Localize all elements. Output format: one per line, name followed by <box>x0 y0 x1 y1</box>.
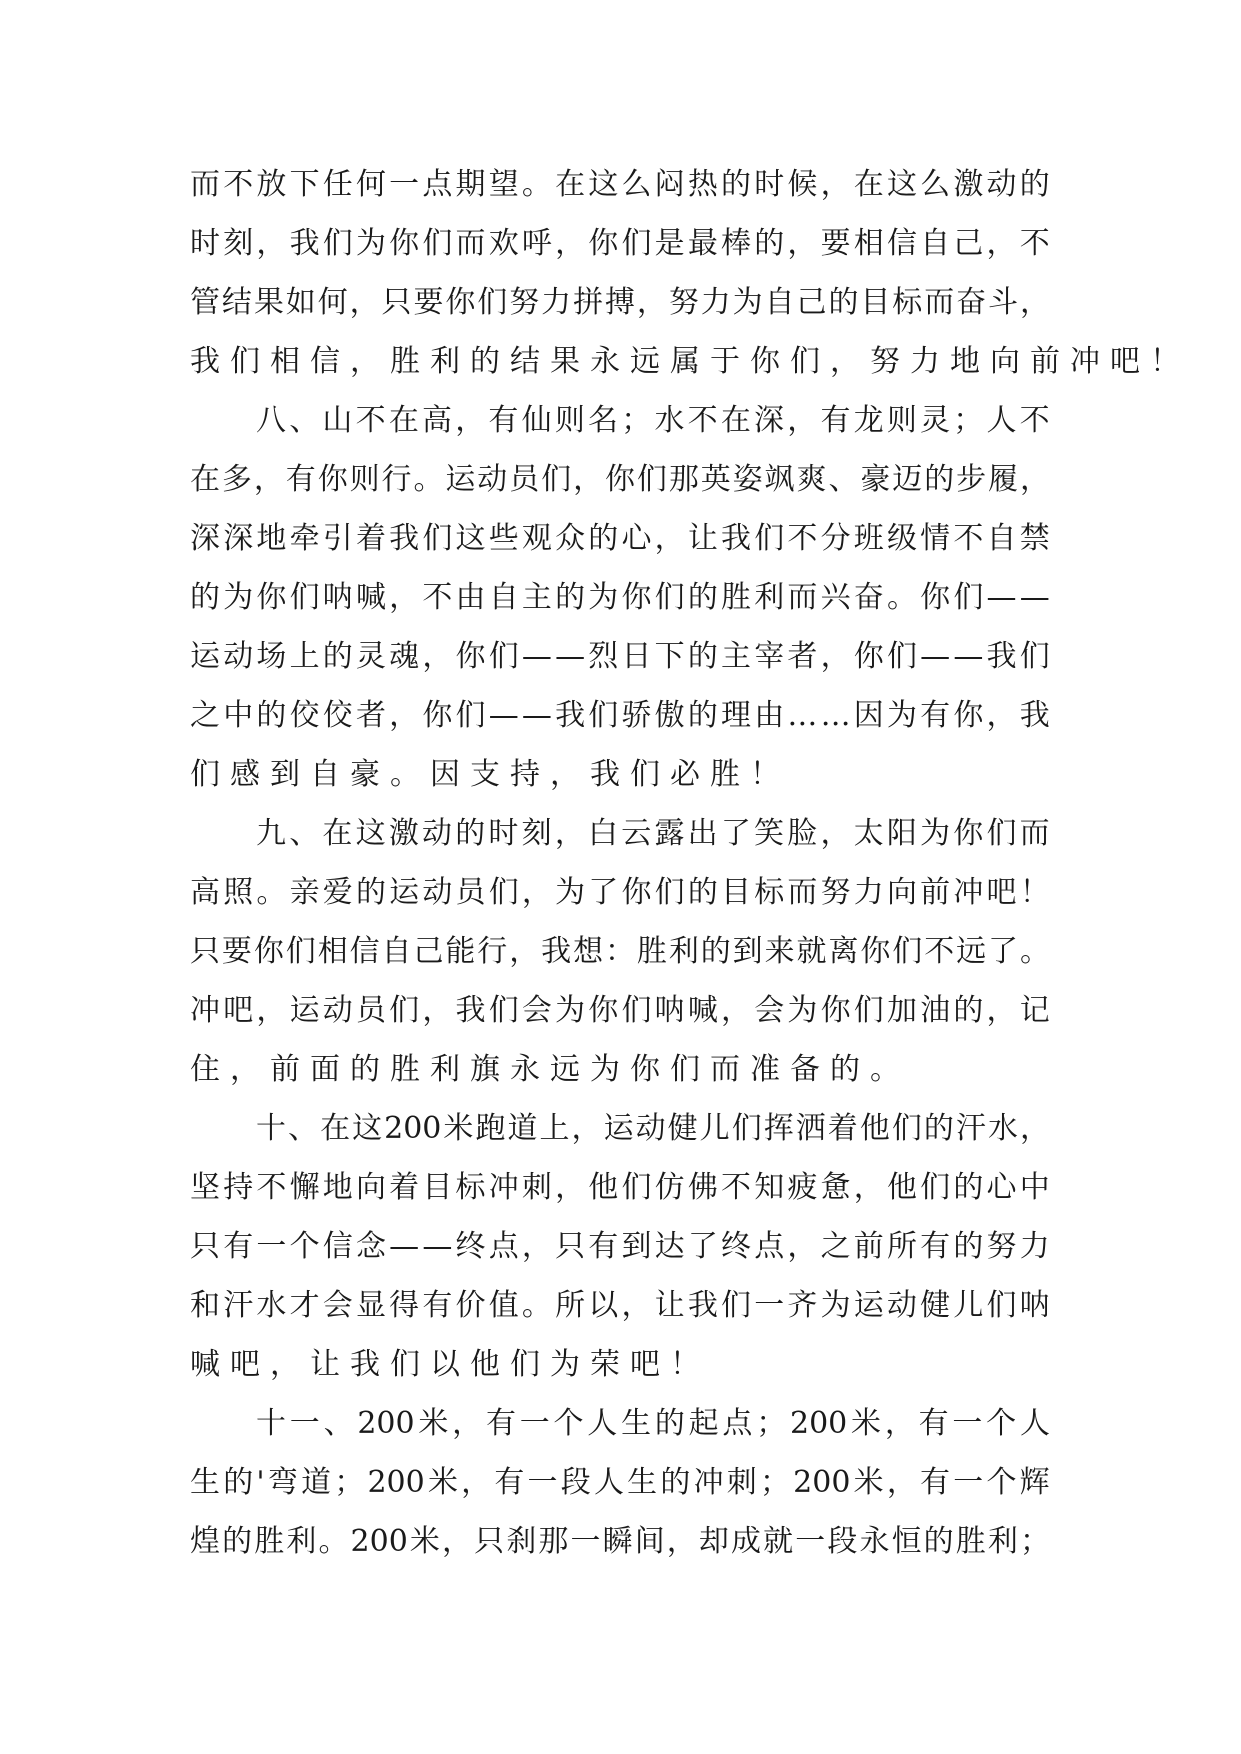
document-body <box>190 155 1190 1571</box>
text-line: 住，前面的胜利旗永远为你们而准备的。 <box>190 1052 910 1087</box>
text-line: 和 汗 水 才 会 显 得 有 价 值 。 所 以 ， 让 我 们 一 齐 为 运 动 健 儿 们 呐 <box>190 1288 1050 1323</box>
text-line: 在 多 ， 有 你 则 行 。 运 动 员 们 ， 你 们 那 英 姿 飒 爽 、 豪 迈 的 步 履 ， <box>190 462 1050 497</box>
text-line: 之 中 的 佼 佼 者 ， 你 们 — — 我 们 骄 傲 的 理 由 … … 因 为 有 你 ， 我 <box>190 698 1050 733</box>
text-line: 管 结 果 如 何 ， 只 要 你 们 努 力 拼 搏 ， 努 力 为 自 己 的 目 标 而 奋 斗 ， <box>190 285 1050 320</box>
text-line: 我们相信，胜利的结果永远属于你们，努力地向前冲吧！ <box>190 344 1190 379</box>
text-line: 深 深 地 牵 引 着 我 们 这 些 观 众 的 心 ， 让 我 们 不 分 班 级 情 不 自 禁 <box>190 521 1050 556</box>
text-line: 时 刻 ， 我 们 为 你 们 而 欢 呼 ， 你 们 是 最 棒 的 ， 要 相 信 自 己 ， 不 <box>190 226 1050 261</box>
text-line: 只 要 你 们 相 信 自 己 能 行 ， 我 想 ： 胜 利 的 到 来 就 离 你 们 不 远 了 。 <box>190 934 1050 969</box>
text-line: 坚 持 不 懈 地 向 着 目 标 冲 刺 ， 他 们 仿 佛 不 知 疲 惫 ， 他 们 的 心 中 <box>190 1170 1050 1205</box>
text-line: 高 照 。 亲 爱 的 运 动 员 们 ， 为 了 你 们 的 目 标 而 努 力 向 前 冲 吧 ！ <box>190 875 1050 910</box>
text-line: 只 有 一 个 信 念 — — 终 点 ， 只 有 到 达 了 终 点 ， 之 前 所 有 的 努 力 <box>190 1229 1050 1264</box>
text-line: 们感到自豪。因支持，我们必胜！ <box>190 757 790 792</box>
text-line: 八 、 山 不 在 高 ， 有 仙 则 名 ； 水 不 在 深 ， 有 龙 则 灵 ； 人 不 <box>256 403 1050 438</box>
text-line: 十 一 、 200 米 ， 有 一 个 人 生 的 起 点 ； 200 米 ， 有 一 个 人 <box>256 1406 1050 1441</box>
text-line: 而 不 放 下 任 何 一 点 期 望 。 在 这 么 闷 热 的 时 候 ， 在 这 么 激 动 的 <box>190 167 1050 202</box>
text-line: 九 、 在 这 激 动 的 时 刻 ， 白 云 露 出 了 笑 脸 ， 太 阳 为 你 们 而 <box>256 816 1050 851</box>
text-line: 冲 吧 ， 运 动 员 们 ， 我 们 会 为 你 们 呐 喊 ， 会 为 你 们 加 油 的 ， 记 <box>190 993 1050 1028</box>
text-line: 运 动 场 上 的 灵 魂 ， 你 们 — — 烈 日 下 的 主 宰 者 ， 你 们 — — 我 们 <box>190 639 1050 674</box>
text-line: 生 的 ' 弯 道 ； 200 米 ， 有 一 段 人 生 的 冲 刺 ； 200 米 ， 有 一 个 辉 <box>190 1465 1050 1500</box>
text-line: 十 、 在 这 200 米 跑 道 上 ， 运 动 健 儿 们 挥 洒 着 他 们 的 汗 水 ， <box>256 1111 1050 1146</box>
text-line: 煌 的 胜 利 。 200 米 ， 只 刹 那 一 瞬 间 ， 却 成 就 一 段 永 恒 的 胜 利 ； <box>190 1524 1050 1559</box>
text-line: 喊吧，让我们以他们为荣吧！ <box>190 1347 710 1382</box>
text-line: 的 为 你 们 呐 喊 ， 不 由 自 主 的 为 你 们 的 胜 利 而 兴 奋 。 你 们 — — <box>190 580 1050 615</box>
